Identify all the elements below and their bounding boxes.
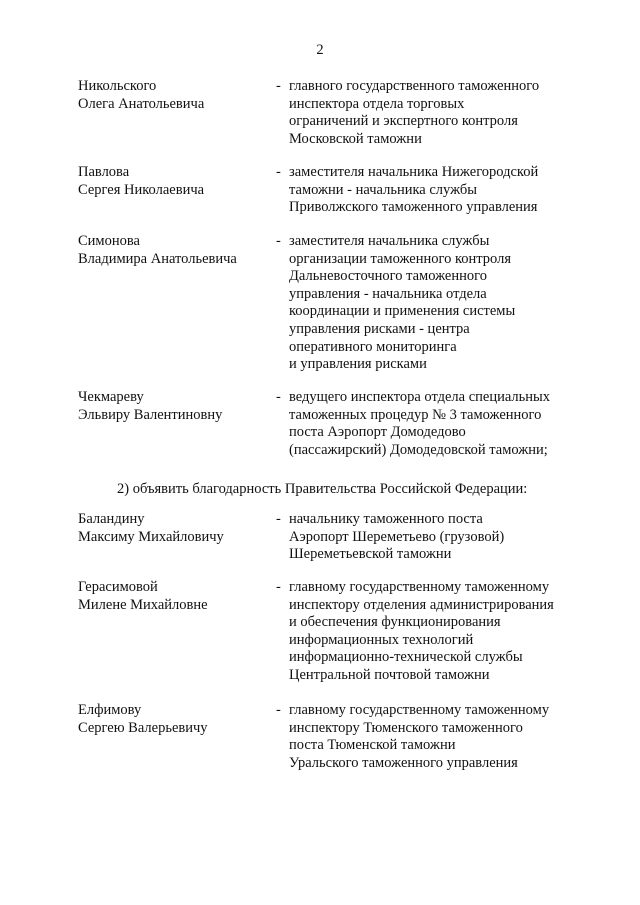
dash-separator: - <box>276 579 281 595</box>
page-number: 2 <box>316 42 324 58</box>
dash-separator: - <box>276 389 281 405</box>
position-description: начальнику таможенного поста Аэропорт Шереметьево (грузовой) Шереметьевской таможни <box>289 511 505 563</box>
position-description: главного государственного таможенного инспектора отдела торговых ограничений и экспертного контроля Московской таможни <box>289 78 540 147</box>
position-description: главному государственному таможенному инспектору отделения администрирования и обеспечения функционирования информационных технологий информационно-технической службы Центральной почтовой таможни <box>289 579 554 683</box>
position-description: главному государственному таможенному инспектору Тюменского таможенного поста Тюменской таможни Уральского таможенного управления <box>289 702 550 771</box>
person-name: Баландину Максиму Михайловичу <box>78 511 224 545</box>
person-name: Герасимовой Милене Михайловне <box>78 579 208 613</box>
dash-separator: - <box>276 511 281 527</box>
dash-separator: - <box>276 702 281 718</box>
position-description: заместителя начальника службы организации таможенного контроля Дальневосточного таможенного управления - начальника отдела координации и применения системы управления рисками - центра оперативного мониторинга и управления рисками <box>289 233 516 373</box>
dash-separator: - <box>276 78 281 94</box>
dash-separator: - <box>276 164 281 180</box>
section-heading: 2) объявить благодарность Правительства Российской Федерации: <box>117 481 528 497</box>
person-name: Елфимову Сергею Валерьевичу <box>78 702 208 736</box>
person-name: Никольского Олега Анатольевича <box>78 78 205 112</box>
position-description: ведущего инспектора отдела специальных таможенных процедур № 3 таможенного поста Аэропорт Домодедово (пассажирский) Домодедовской таможни; <box>289 389 551 458</box>
dash-separator: - <box>276 233 281 249</box>
person-name: Павлова Сергея Николаевича <box>78 164 205 198</box>
person-name: Симонова Владимира Анатольевича <box>78 233 237 267</box>
person-name: Чекмареву Эльвиру Валентиновну <box>78 389 223 423</box>
position-description: заместителя начальника Нижегородской таможни - начальника службы Приволжского таможенного управления <box>289 164 539 216</box>
